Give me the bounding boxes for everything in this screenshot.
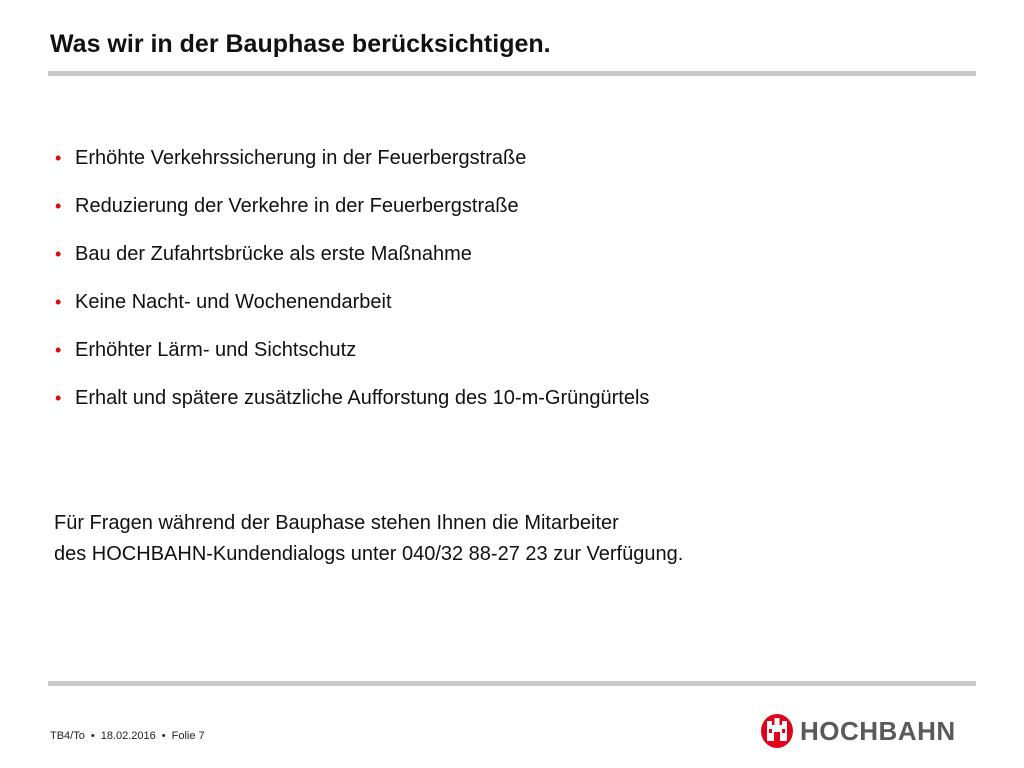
footer-divider	[48, 681, 976, 686]
slide-title: Was wir in der Bauphase berücksichtigen.	[50, 30, 551, 58]
bullet-item	[55, 332, 649, 380]
bullet-marker: •	[55, 340, 62, 360]
bullet-marker: •	[55, 388, 62, 408]
bullet-marker: •	[55, 244, 62, 264]
bullet-text: Reduzierung der Verkehre in der Feuerbergstraße	[75, 195, 519, 217]
bullet-text: Erhöhter Lärm- und Sichtschutz	[75, 339, 357, 361]
title-divider	[48, 71, 976, 76]
footer-separator: •	[161, 730, 166, 742]
slide-footer	[50, 730, 205, 742]
bullet-item	[55, 284, 649, 332]
footer-date: 18.02.2016	[100, 730, 156, 742]
bullet-text: Bau der Zufahrtsbrücke als erste Maßnahme	[75, 243, 472, 265]
bullet-item	[55, 380, 649, 428]
footer-separator: •	[90, 730, 95, 742]
contact-note-line: Für Fragen während der Bauphase stehen Ihnen die Mitarbeiter	[54, 512, 619, 534]
bullet-item	[55, 188, 649, 236]
contact-note	[54, 508, 683, 570]
footer-page-number: Folie 7	[171, 730, 205, 742]
bullet-marker: •	[55, 292, 62, 312]
hamburg-castle-icon	[760, 713, 794, 749]
bullet-text: Keine Nacht- und Wochenendarbeit	[75, 291, 392, 313]
bullet-text: Erhalt und spätere zusätzliche Aufforstung des 10-m-Grüngürtels	[75, 387, 650, 409]
logo-wordmark: HOCHBAHN	[800, 715, 956, 746]
footer-author: TB4/To	[50, 730, 85, 742]
bullet-marker: •	[55, 148, 62, 168]
bullet-item	[55, 236, 649, 284]
bullet-item	[55, 140, 649, 188]
bullet-list	[55, 140, 649, 428]
bullet-marker: •	[55, 196, 62, 216]
contact-note-line: des HOCHBAHN-Kundendialogs unter 040/32 88-27 23 zur Verfügung.	[54, 543, 684, 565]
bullet-text: Erhöhte Verkehrssicherung in der Feuerbergstraße	[75, 147, 527, 169]
hochbahn-logo	[760, 712, 956, 750]
